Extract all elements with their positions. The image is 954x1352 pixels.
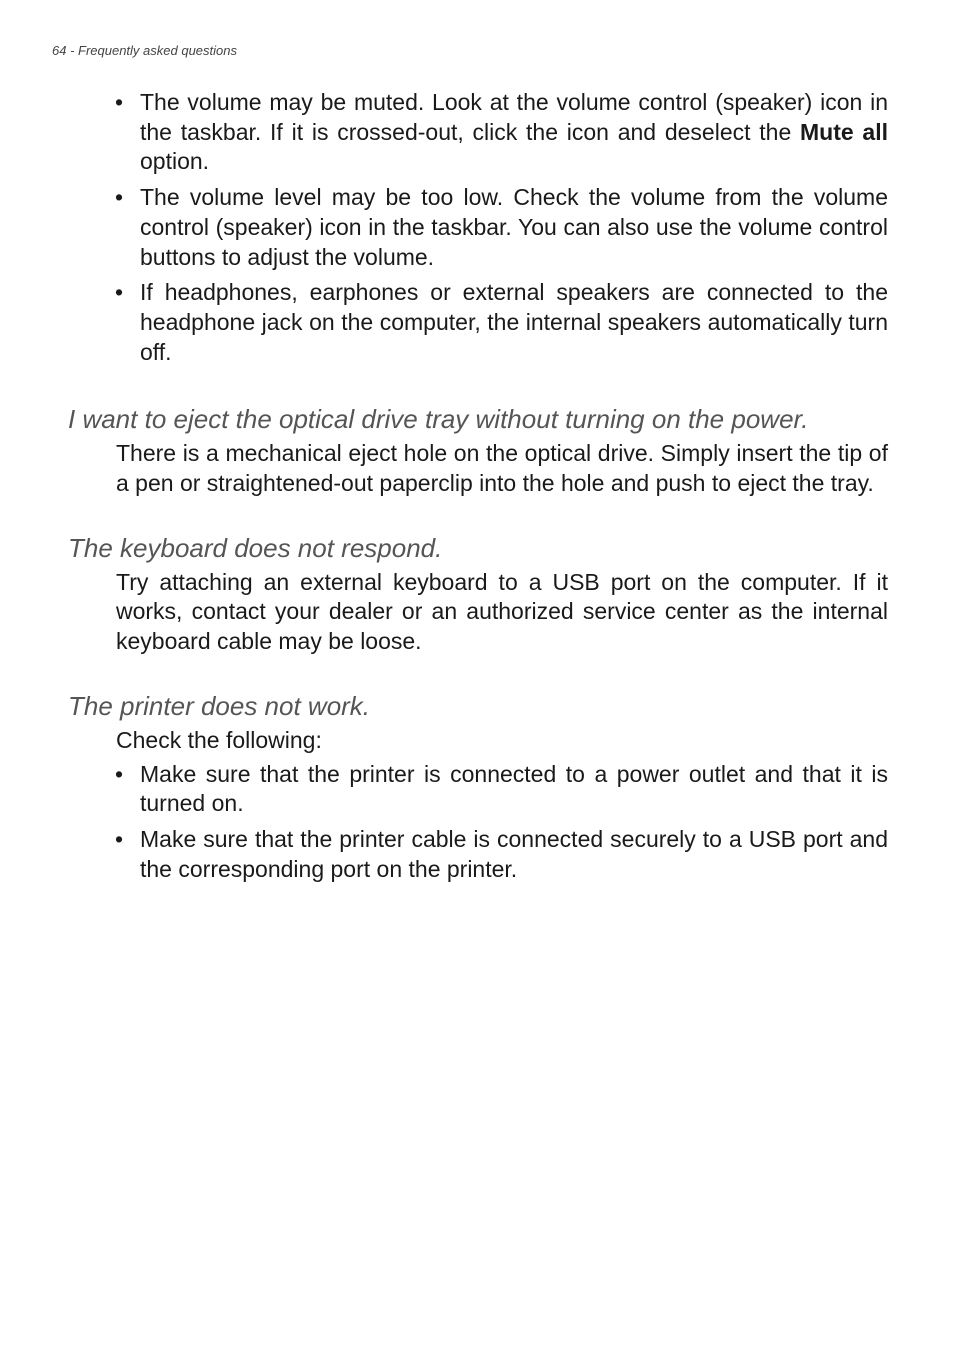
section-heading-printer: The printer does not work.	[68, 690, 371, 721]
running-header: 64 - Frequently asked questions	[52, 43, 237, 58]
list-item: • Make sure that the printer cable is connected securely to a USB port and the corresponding port on the printer.	[140, 825, 888, 884]
bullet-text: The volume may be muted. Look at the volume control (speaker) icon in the taskbar. If it is crossed-out, click the icon and deselect the	[140, 89, 888, 145]
page-content	[0, 88, 954, 890]
list-item: • The volume level may be too low. Check the volume from the volume control (speaker) icon in the taskbar. You can also use the volume control buttons to adjust the volume.	[140, 183, 888, 272]
section-body-keyboard: Try attaching an external keyboard to a USB port on the computer. If it works, contact your dealer or an authorized service center as the internal keyboard cable may be loose.	[116, 568, 888, 655]
list-item: • Make sure that the printer is connected to a power outlet and that it is turned on.	[140, 760, 888, 819]
bullet-text: option.	[140, 148, 210, 175]
section-body-printer: Check the following:	[116, 726, 322, 753]
printer-bullet-list	[0, 760, 954, 885]
section-heading-eject: I want to eject the optical drive tray without turning on the power.	[68, 404, 809, 435]
bold-term: Mute all	[800, 118, 889, 145]
section-body-eject: There is a mechanical eject hole on the optical drive. Simply insert the tip of a pen or straightened-out paperclip into the hole and push to eject the tray.	[116, 440, 888, 497]
list-item	[140, 88, 888, 177]
section-heading-keyboard: The keyboard does not respond.	[68, 532, 443, 563]
volume-bullet-list	[0, 88, 954, 367]
list-item: • If headphones, earphones or external speakers are connected to the headphone jack on the computer, the internal speakers automatically turn off.	[140, 278, 888, 367]
